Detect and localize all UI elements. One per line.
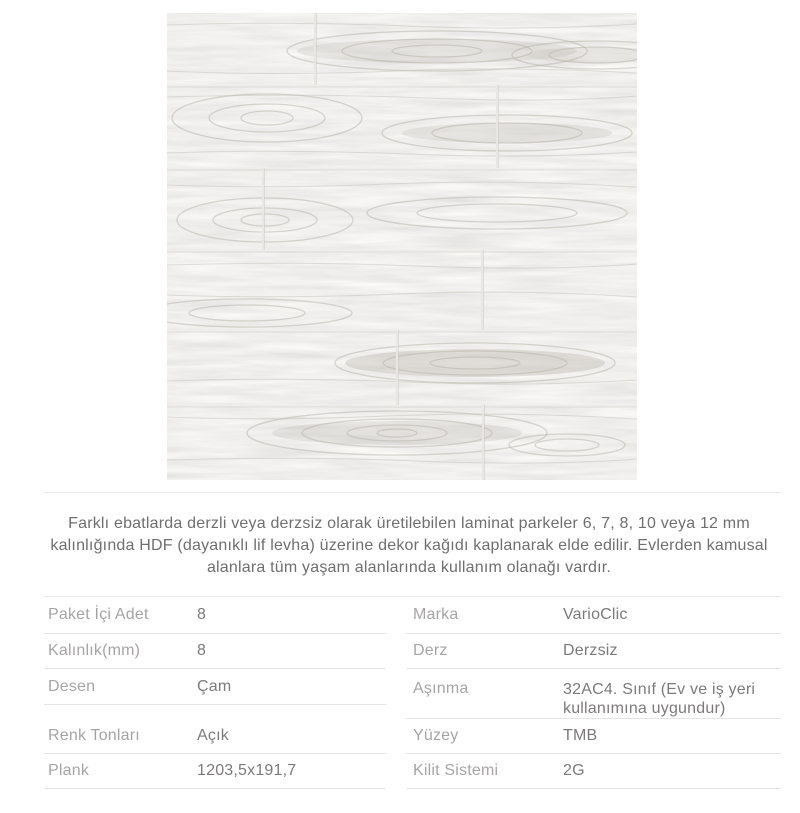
wood-texture-image	[167, 13, 637, 480]
product-description: Farklı ebatlarda derzli veya derzsiz olarak üretilebilen laminat parkeler 6, 7, 8, 10 veya 12 mm kalınlığında HDF (dayanıklı lif levha) üzerine dekor kağıdı kaplanarak elde edilir. Evlerden kamusal alanlara tüm yaşam alanlarında kullanım olanağı vardır.	[50, 515, 768, 576]
spec-label: Desen	[48, 677, 96, 695]
spec-row-desen	[44, 669, 386, 705]
spec-label: Renk Tonları	[48, 727, 140, 744]
spec-label: Paket İçi Adet	[48, 606, 149, 623]
spec-columns	[44, 597, 781, 789]
spec-row-marka	[406, 597, 781, 634]
spec-value: 8	[197, 606, 207, 623]
spec-row-paket-ici-adet	[44, 597, 386, 634]
spec-value: 2G	[563, 762, 585, 779]
product-detail-page	[0, 13, 800, 813]
spec-row-yuzey	[406, 719, 781, 754]
spec-value: 1203,5x191,7	[197, 762, 297, 779]
product-image[interactable]	[167, 13, 637, 480]
spec-table-left	[44, 597, 386, 789]
spec-value: 8	[197, 642, 207, 659]
spec-value: VarioClic	[563, 606, 628, 623]
spec-value: TMB	[563, 727, 598, 744]
spec-label: Aşınma	[413, 680, 469, 697]
spec-row-asinma	[406, 669, 781, 719]
spec-table-right	[406, 597, 781, 789]
spec-row-plank	[44, 754, 386, 789]
spec-value: Derzsiz	[563, 642, 618, 659]
spec-row-kalinlik	[44, 634, 386, 669]
spec-value: Çam	[197, 677, 232, 695]
spec-label: Kilit Sistemi	[413, 762, 499, 779]
spec-label: Marka	[413, 606, 459, 623]
spec-value: Açık	[197, 727, 229, 744]
spec-label: Plank	[48, 762, 90, 779]
section-divider-top	[44, 492, 781, 493]
spec-value: 32AC4. Sınıf (Ev ve iş yeri kullanımına uygundur)	[563, 681, 756, 717]
spec-row-renk-tonlari	[44, 705, 386, 754]
spec-row-kilit-sistemi	[406, 754, 781, 789]
spec-label: Yüzey	[413, 727, 459, 744]
spec-row-derz	[406, 634, 781, 669]
spec-label: Kalınlık(mm)	[48, 642, 141, 659]
spec-label: Derz	[413, 642, 448, 659]
